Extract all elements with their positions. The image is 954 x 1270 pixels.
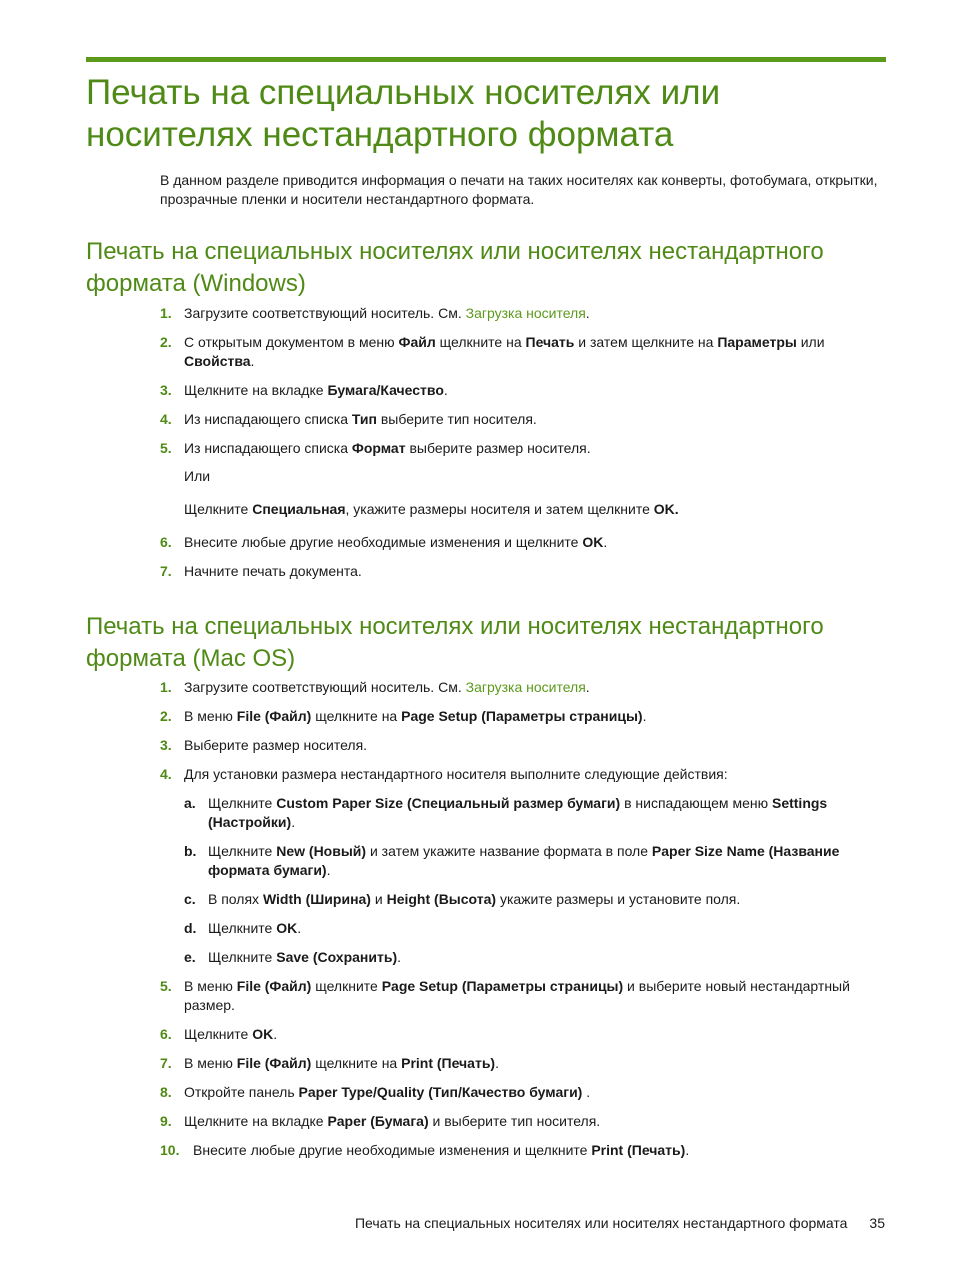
sub-item: d. Щелкните OK. — [184, 920, 302, 936]
list-item: 9. Щелкните на вкладке Paper (Бумага) и выберите тип носителя. — [160, 1113, 601, 1129]
page-title: Печать на специальных носителях или носителях нестандартного формата — [86, 73, 721, 154]
windows-steps — [160, 304, 890, 591]
list-item: 3. Выберите размер носителя. — [160, 737, 368, 753]
list-item: 10. Внесите любые другие необходимые изменения и щелкните Print (Печать). — [160, 1142, 690, 1158]
load-media-link[interactable]: Загрузка носителя — [465, 679, 586, 695]
list-item-continuation — [160, 467, 890, 519]
list-item: 1. Загрузите соответствующий носитель. См. Загрузка носителя. — [160, 305, 590, 321]
intro-paragraph: В данном разделе приводится информация о печати на таких носителях как конверты, фотобумага, открытки, прозрачные пленки и носители нестандартного формата. — [160, 172, 878, 207]
list-item: 2. С открытым документом в меню Файл щелкните на Печать и затем щелкните на Параметры или Свойства. — [160, 334, 825, 369]
or-text: Или — [184, 468, 211, 484]
list-item: 6. Внесите любые другие необходимые изменения и щелкните OK. — [160, 534, 608, 550]
list-item: 1. Загрузите соответствующий носитель. См. Загрузка носителя. — [160, 679, 590, 695]
footer-title: Печать на специальных носителях или носителях нестандартного формата — [354, 1215, 848, 1231]
page-number: 35 — [869, 1215, 885, 1231]
list-item: 7. В меню File (Файл) щелкните на Print (Печать). — [160, 1055, 499, 1071]
windows-heading: Печать на специальных носителях или носителях нестандартного формата (Windows) — [86, 238, 824, 297]
load-media-link[interactable]: Загрузка носителя — [465, 305, 586, 321]
list-item: 7. Начните печать документа. — [160, 563, 362, 579]
list-item: 3. Щелкните на вкладке Бумага/Качество. — [160, 382, 448, 398]
list-item: 4. Из ниспадающего списка Тип выберите тип носителя. — [160, 411, 537, 427]
sub-item: e. Щелкните Save (Сохранить). — [184, 949, 401, 965]
sub-item: c. В полях Width (Ширина) и Height (Высота) укажите размеры и установите поля. — [184, 891, 741, 907]
alt-instruction: Щелкните Специальная, укажите размеры носителя и затем щелкните OK. — [184, 501, 679, 517]
list-item: 4. Для установки размера нестандартного носителя выполните следующие действия: — [160, 766, 728, 782]
list-item: 8. Откройте панель Paper Type/Quality (Тип/Качество бумаги) . — [160, 1084, 591, 1100]
list-item: 6. Щелкните OK. — [160, 1026, 278, 1042]
header-rule — [86, 57, 886, 62]
list-item: 5. В меню File (Файл) щелкните Page Setup (Параметры страницы) и выберите новый нестандартный размер. — [160, 978, 850, 1013]
sub-item: a. Щелкните Custom Paper Size (Специальный размер бумаги) в ниспадающем меню Settings (Настройки). — [184, 795, 828, 830]
mac-steps — [160, 678, 890, 1170]
list-item: 2. В меню File (Файл) щелкните на Page Setup (Параметры страницы). — [160, 708, 647, 724]
page-footer — [300, 1214, 885, 1233]
list-item: 5. Из ниспадающего списка Формат выберите размер носителя. — [160, 440, 591, 456]
sub-item: b. Щелкните New (Новый) и затем укажите название формата в поле Paper Size Name (Название формата бумаги). — [184, 843, 840, 878]
mac-heading: Печать на специальных носителях или носителях нестандартного формата (Mac OS) — [86, 613, 824, 672]
